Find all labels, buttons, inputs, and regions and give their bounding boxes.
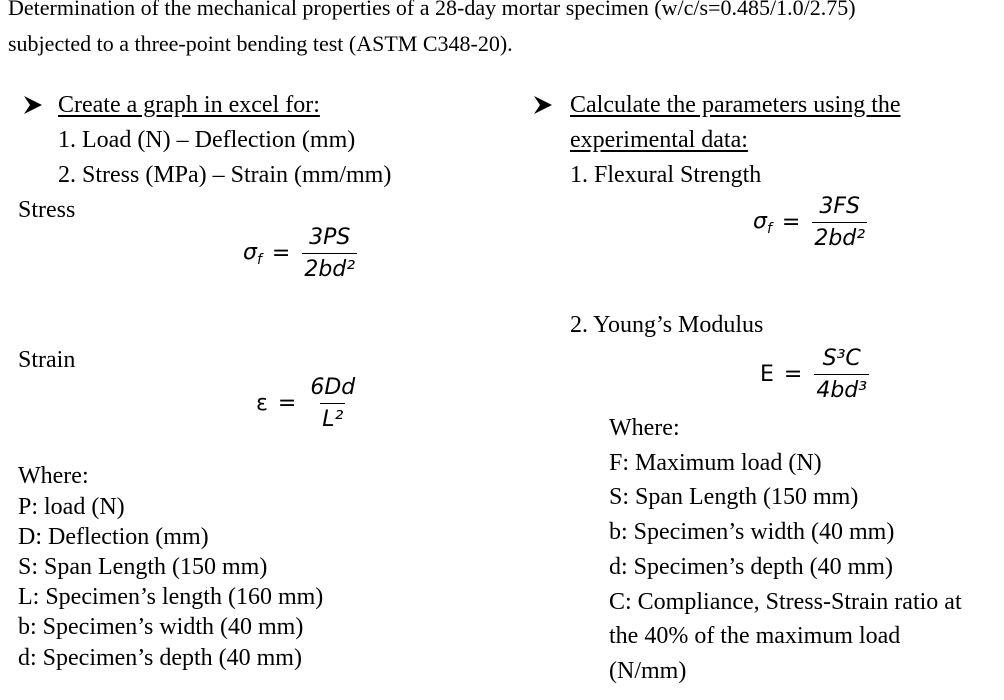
right-def: S: Span Length (150 mm): [609, 484, 859, 510]
left-item-2: 2. Stress (MPa) – Strain (mm/mm): [58, 162, 392, 188]
right-item-2: 2. Young’s Modulus: [570, 312, 764, 338]
left-item-1: 1. Load (N) – Deflection (mm): [58, 127, 356, 153]
flexural-numerator: 3FS: [819, 194, 861, 219]
strain-label: Strain: [18, 347, 76, 373]
stress-denominator: 2bd²: [302, 253, 357, 282]
young-numerator: S³C: [822, 346, 861, 371]
right-heading-line-1: Calculate the parameters using the: [570, 92, 901, 118]
right-def: d: Specimen’s depth (40 mm): [609, 554, 893, 580]
young-formula: E = $\frac{\text{S³C}}{\text{4bd³}}$: [760, 346, 868, 403]
flexural-denominator: 2bd²: [812, 222, 867, 251]
right-def: F: Maximum load (N): [609, 450, 822, 476]
right-def: (N/mm): [609, 658, 687, 684]
arrowhead-bullet-icon: [532, 94, 554, 116]
left-def: D: Deflection (mm): [18, 524, 209, 550]
stress-numerator: 3PS: [309, 225, 351, 250]
flexural-lhs: $\sigma_f$: [753, 208, 772, 237]
left-def: P: load (N): [18, 494, 125, 520]
header-line-2: subjected to a three-point bending test (ASTM C348-20).: [8, 31, 513, 56]
left-def: L: Specimen’s length (160 mm): [18, 584, 324, 610]
strain-denominator: L²: [320, 403, 345, 432]
left-heading: Create a graph in excel for:: [58, 92, 320, 118]
young-lhs: E: [760, 362, 774, 387]
header-line-1: Determination of the mechanical properties of a 28-day mortar specimen (w/c/s=0.485/1.0/2.75): [8, 0, 856, 20]
right-def: the 40% of the maximum load: [609, 623, 901, 649]
left-def: d: Specimen’s depth (40 mm): [18, 645, 302, 671]
left-def: S: Span Length (150 mm): [18, 554, 268, 580]
right-where: Where:: [609, 415, 680, 441]
flexural-formula: $\sigma_f$ = $\frac{3FS}{\text{2bd²}}$: [753, 194, 866, 251]
strain-numerator: 6Dd: [310, 375, 356, 400]
right-heading-line-2: experimental data:: [570, 127, 748, 153]
strain-lhs: ε: [256, 391, 268, 416]
strain-formula: ε = $\frac{6Dd}{\text{L²}}$: [256, 375, 356, 432]
left-where: Where:: [18, 463, 89, 489]
arrowhead-bullet-icon: [22, 94, 44, 116]
stress-lhs: $\sigma_f$: [243, 239, 262, 268]
stress-formula: $\sigma_f$ = $\frac{3PS}{\text{2bd²}}$: [243, 225, 356, 282]
left-def: b: Specimen’s width (40 mm): [18, 614, 304, 640]
right-def: C: Compliance, Stress-Strain ratio at: [609, 589, 962, 615]
stress-label: Stress: [18, 197, 76, 223]
young-denominator: 4bd³: [814, 374, 869, 403]
right-def: b: Specimen’s width (40 mm): [609, 519, 895, 545]
right-item-1: 1. Flexural Strength: [570, 162, 762, 188]
